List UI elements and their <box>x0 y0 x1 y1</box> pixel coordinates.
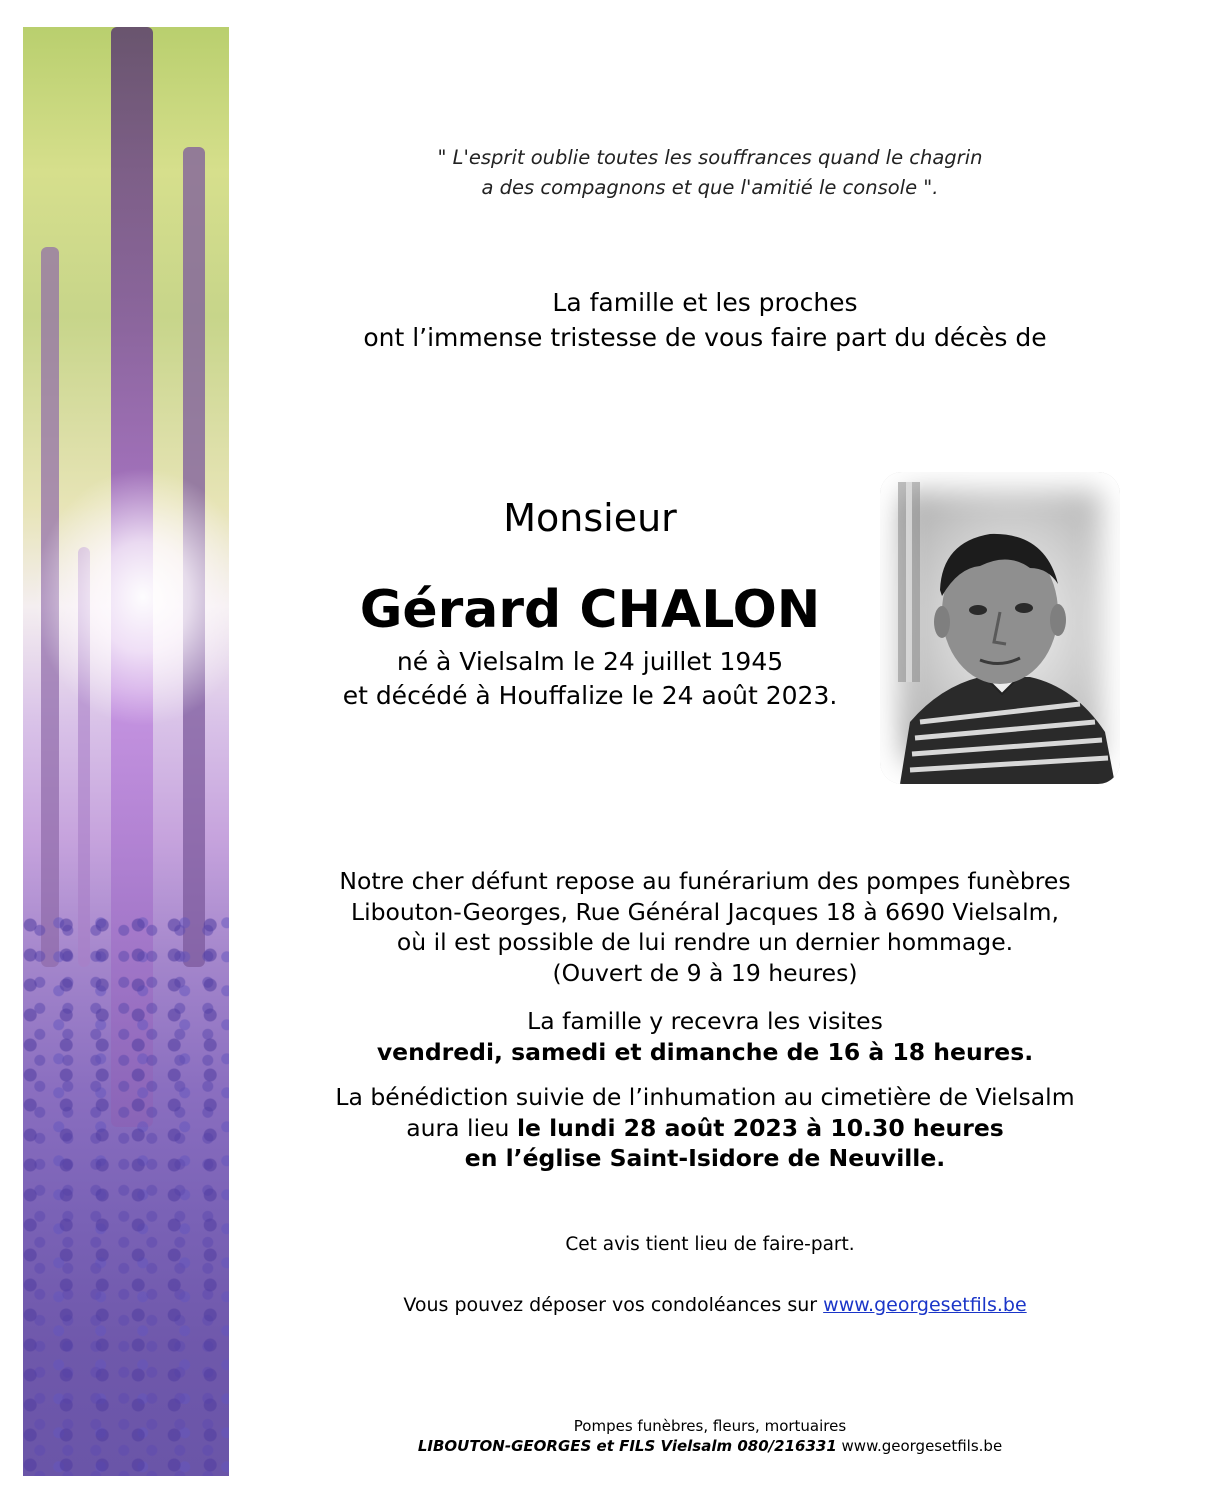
intro-line-2: ont l’immense tristesse de vous faire part du décès de <box>363 323 1047 352</box>
visits-line-1: La famille y recevra les visites <box>527 1007 883 1035</box>
funerarium-paragraph <box>290 866 1120 988</box>
funerarium-line-2: Libouton-Georges, Rue Général Jacques 18 à 6690 Vielsalm, <box>350 897 1060 926</box>
funerarium-line-3: où il est possible de lui rendre un dernier hommage. <box>396 928 1014 956</box>
ceremony-prefix: aura lieu <box>406 1113 517 1142</box>
condolences-line <box>300 1292 1130 1318</box>
visits-paragraph <box>290 1006 1120 1067</box>
deceased-name: Gérard CHALON <box>359 580 821 640</box>
birth-line: né à Vielsalm le 24 juillet 1945 <box>396 647 784 676</box>
death-line: et décédé à Houffalize le 24 août 2023. <box>342 681 838 710</box>
footer-firm: LIBOUTON-GEORGES et FILS Vielsalm 080/216331 <box>417 1437 837 1455</box>
intro-line-1: La famille et les proches <box>552 288 858 317</box>
announcement-intro <box>300 285 1110 355</box>
quote-line-1: " L'esprit oublie toutes les souffrances quand le chagrin <box>437 146 983 169</box>
ceremony-line-2 <box>290 1113 1120 1144</box>
notice-text: Cet avis tient lieu de faire-part. <box>565 1234 855 1255</box>
footer-website: www.georgesetfils.be <box>836 1437 1003 1455</box>
footer-services: Pompes funèbres, fleurs, mortuaires <box>573 1417 847 1435</box>
footer-contact <box>380 1436 1040 1456</box>
footer <box>380 1416 1040 1456</box>
portrait-photo <box>880 472 1120 784</box>
portrait-illustration <box>880 472 1120 784</box>
ceremony-paragraph <box>290 1082 1120 1174</box>
visits-schedule: vendredi, samedi et dimanche de 16 à 18 heures. <box>376 1037 1034 1066</box>
ceremony-date: le lundi 28 août 2023 à 10.30 heures <box>516 1113 1004 1142</box>
opening-hours: (Ouvert de 9 à 19 heures) <box>552 958 858 987</box>
life-dates <box>300 645 880 713</box>
condolences-link[interactable]: www.georgesetfils.be <box>823 1294 1027 1316</box>
quote-line-2: a des compagnons et que l'amitié le console ". <box>481 176 939 199</box>
ceremony-location: en l’église Saint-Isidore de Neuville. <box>464 1144 946 1172</box>
funerarium-line-1: Notre cher défunt repose au funérarium des pompes funèbres <box>339 867 1071 895</box>
forest-bluebell-banner <box>23 27 229 1476</box>
epitaph-quote <box>350 143 1070 203</box>
condolences-prefix: Vous pouvez déposer vos condoléances sur <box>403 1294 824 1316</box>
ceremony-line-1: La bénédiction suivie de l’inhumation au cimetière de Vielsalm <box>335 1083 1075 1111</box>
salutation: Monsieur <box>503 496 677 540</box>
